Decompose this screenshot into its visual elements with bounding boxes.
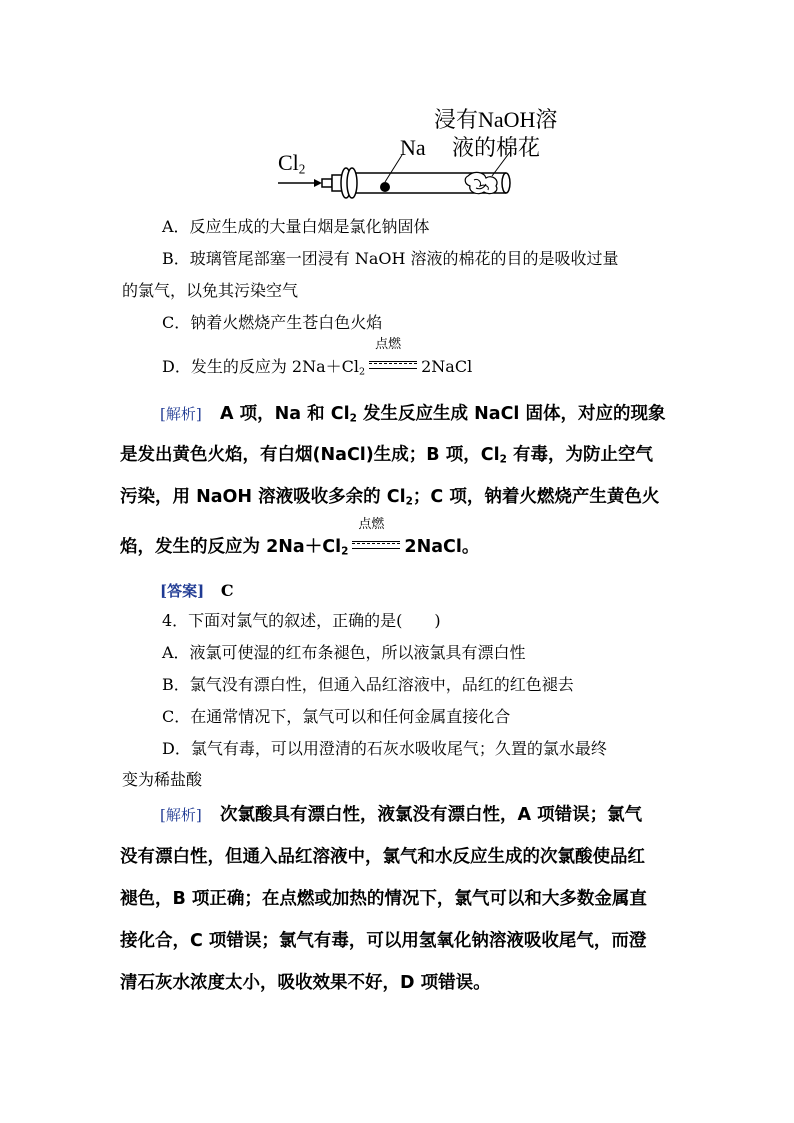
cotton-label-line1: 浸有NaOH溶	[434, 107, 558, 132]
analysis-tag: [解析]	[160, 806, 202, 824]
q3-option-d: D．发生的反应为 $2Na+Cl_2$ 点燃 2NaCl	[162, 337, 473, 378]
analysis4-line1: [解析] 次氯酸具有漂白性，液氯没有漂白性，A 项错误；氯气	[160, 805, 643, 825]
q3-option-b-line2: 的氯气，以免其污染空气	[122, 281, 299, 300]
q4-stem: 4．下面对氯气的叙述，正确的是( )	[162, 611, 441, 630]
analysis3-line2: 是发出黄色火焰，有白烟(NaCl)生成；B 项，$Cl_2$ 有毒，为防止空气	[120, 445, 653, 466]
q4-option-a: A．液氯可使湿的红布条褪色，所以液氯具有漂白性	[162, 643, 526, 662]
q4-option-d-line2: 变为稀盐酸	[122, 770, 203, 789]
analysis4-line3: 褪色，B 项正确；在点燃或加热的情况下，氯气可以和大多数金属直	[120, 889, 647, 909]
analysis3-line3: 污染，用 NaOH 溶液吸收多余的 $Cl_2$；C 项，钠着火燃烧产生黄色火	[120, 487, 660, 508]
q3-option-a: A．反应生成的大量白烟是氯化钠固体	[162, 217, 430, 236]
q3-option-b-line1: B．玻璃管尾部塞一团浸有 NaOH 溶液的棉花的目的是吸收过量	[162, 249, 619, 268]
reaction-condition: 点燃	[369, 352, 417, 374]
q4-option-d-line1: D．氯气有毒，可以用澄清的石灰水吸收尾气；久置的氯水最终	[162, 739, 607, 758]
answer3	[160, 580, 794, 602]
reaction-condition: 点燃	[352, 532, 400, 554]
analysis-tag: [解析]	[160, 405, 202, 423]
analysis4-line4: 接化合，C 项错误；氯气有毒，可以用氢氧化钠溶液吸收尾气，而澄	[120, 931, 647, 951]
metal-label: Na	[400, 135, 426, 160]
analysis4-line2: 没有漂白性，但通入品红溶液中，氯气和水反应生成的次氯酸使品红	[120, 847, 645, 867]
analysis3-line4: 焰，发生的反应为 $2Na+Cl_2$ 点燃 2NaCl。	[120, 517, 480, 558]
q3-option-c: C．钠着火燃烧产生苍白色火焰	[162, 313, 383, 332]
cotton-label-line2: 液的棉花	[452, 135, 541, 160]
answer-value: C	[220, 581, 234, 600]
analysis4-line5: 清石灰水浓度太小，吸收效果不好，D 项错误。	[120, 973, 491, 993]
analysis3-line1: [解析] A 项，Na 和 $Cl_2$ 发生反应生成 NaCl 固体，对应的现象	[160, 404, 666, 425]
gas-label: $Cl_2$	[278, 150, 306, 177]
q4-option-c: C．在通常情况下，氯气可以和任何金属直接化合	[162, 707, 511, 726]
apparatus-figure	[270, 100, 570, 200]
answer-tag: [答案]	[160, 582, 205, 600]
q4-option-b: B．氯气没有漂白性，但通入品红溶液中，品红的红色褪去	[162, 675, 574, 694]
